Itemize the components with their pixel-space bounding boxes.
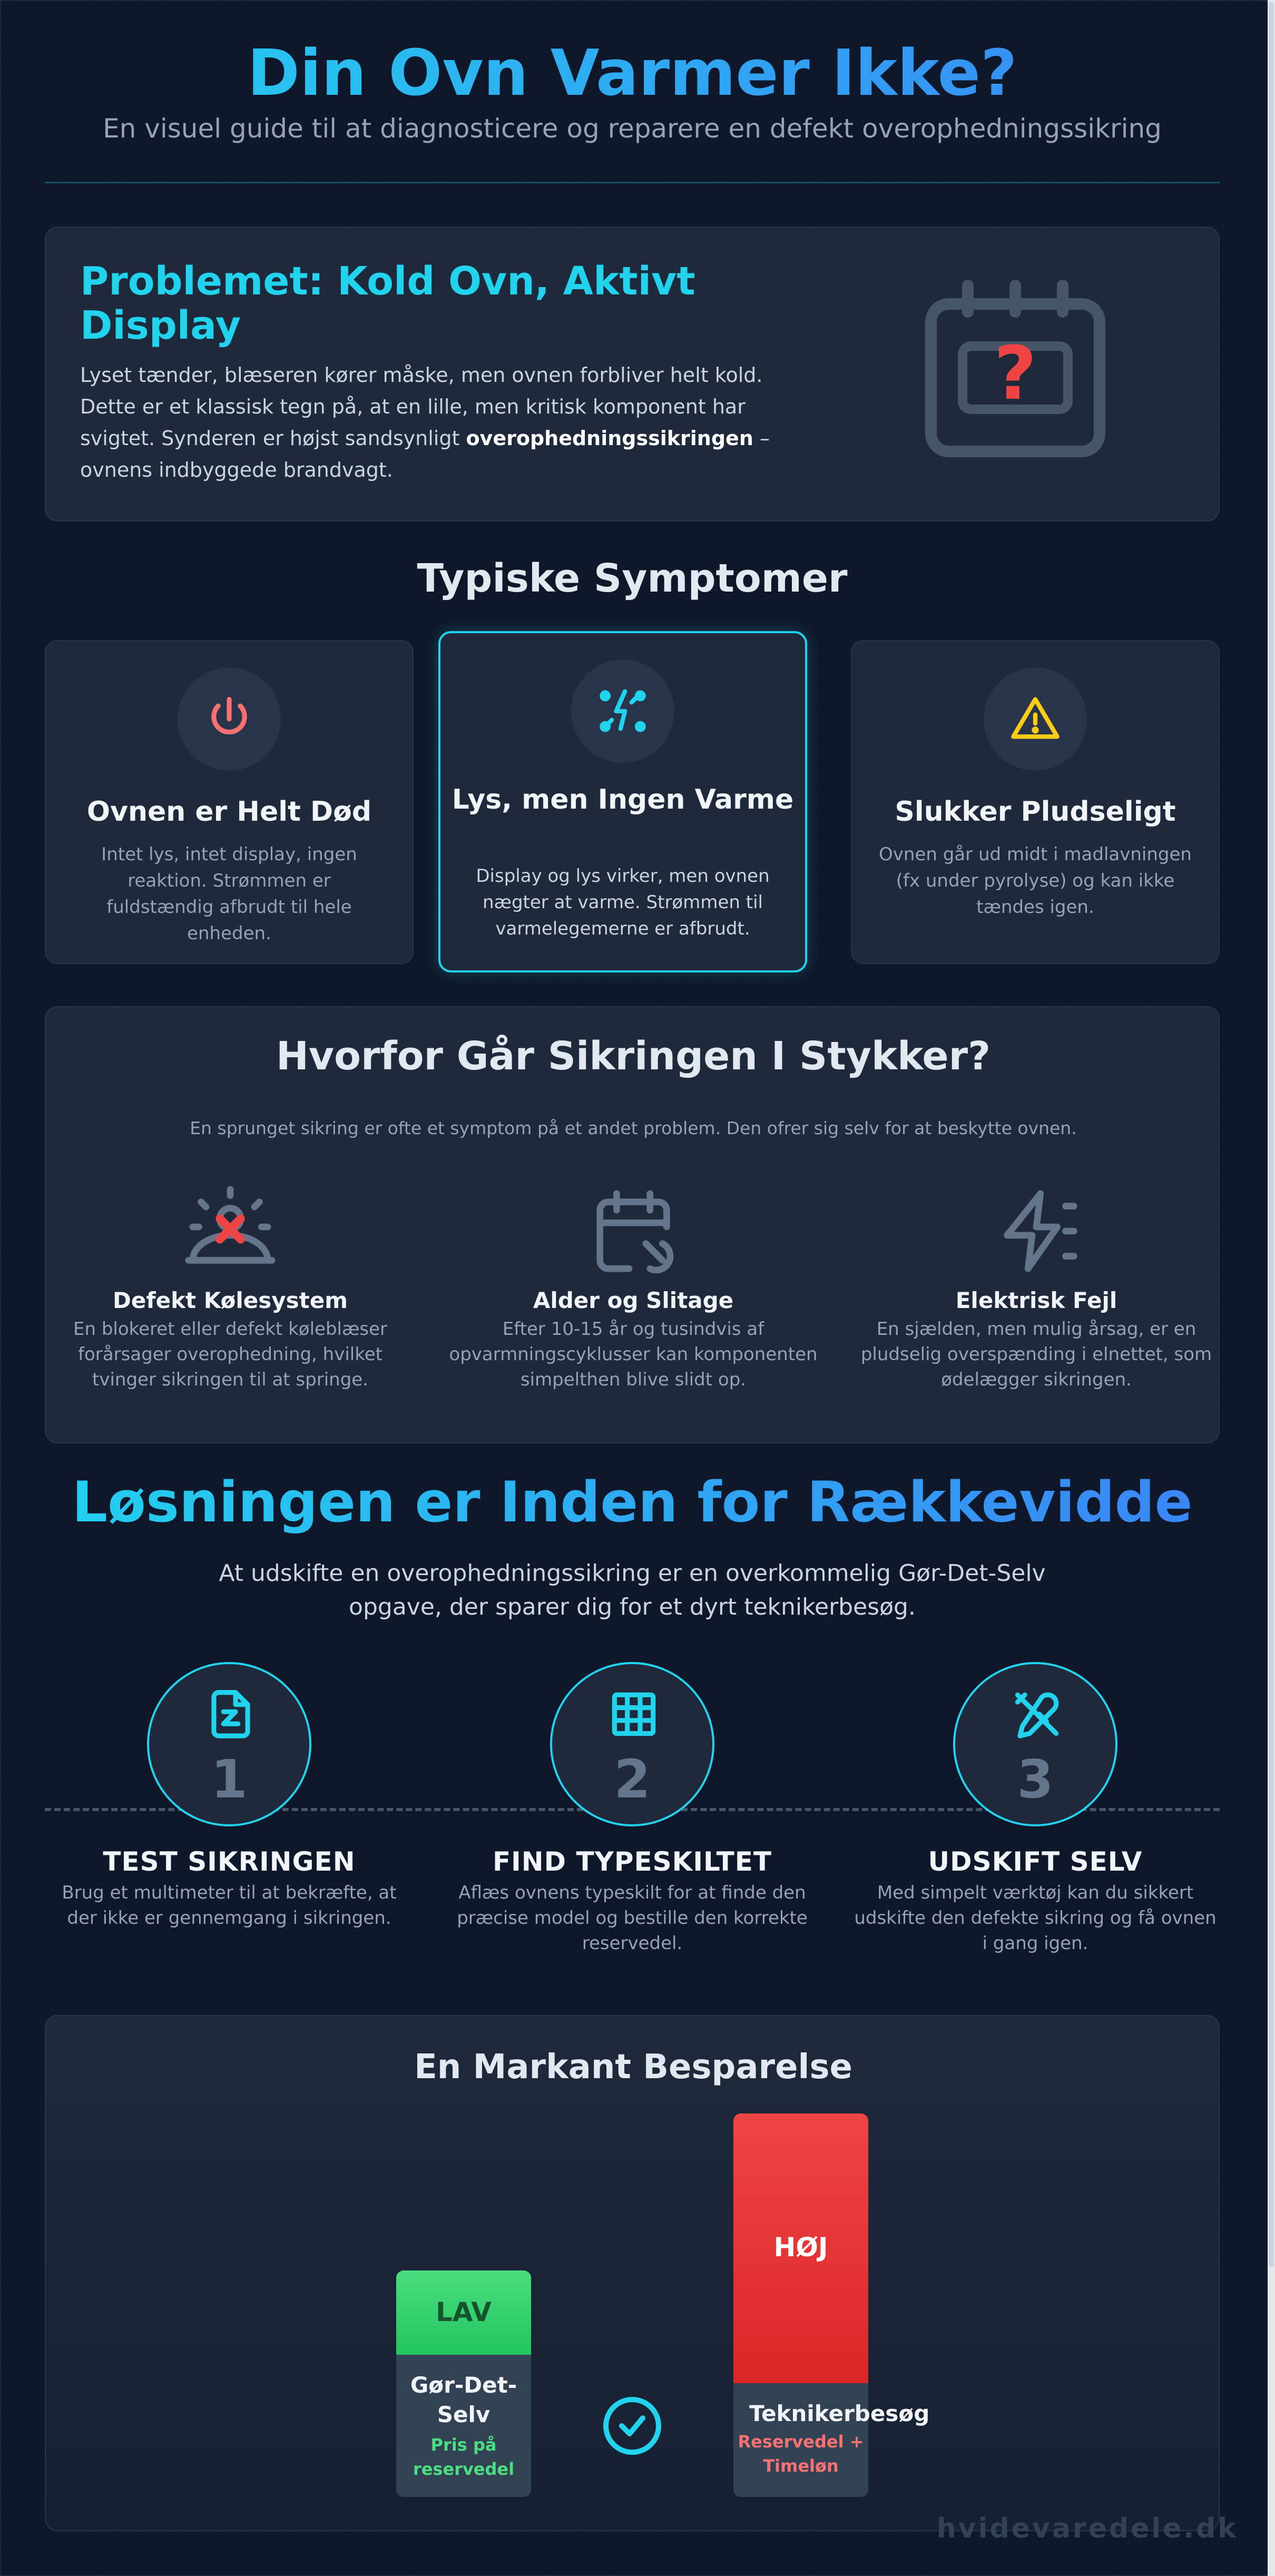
bar-pro-label: Teknikerbesøg	[749, 2401, 930, 2426]
step-ring	[147, 1662, 311, 1826]
symptom-title: Slukker Pludseligt	[895, 796, 1176, 828]
bar-diy-fill	[396, 2270, 531, 2355]
symptom-card-no-heat	[438, 631, 807, 972]
grid-plate-icon	[605, 1685, 663, 1743]
symptom-card-dead	[45, 640, 414, 964]
cause-cooling	[46, 1181, 415, 1392]
cause-title: Alder og Slitage	[533, 1287, 734, 1313]
bar-diy-label: Gør-Det-Selv	[410, 2372, 517, 2427]
problem-text	[80, 359, 781, 486]
calendar-time-icon	[583, 1181, 683, 1281]
step-text: Brug et multimeter til at bekræfte, at der ikke er gennemgang i sikringen.	[62, 1882, 397, 1929]
bar-pro	[733, 2113, 930, 2497]
causes-lead: En sprunget sikring er ofte et symptom på et andet problem. Den ofrer sig selv for at beskytte ovnen.	[190, 1118, 1077, 1138]
cause-text: Efter 10-15 år og tusindvis af opvarmningscyklusser kan komponenten simpelthen blive slidt op.	[449, 1319, 818, 1390]
symptom-title: Ovnen er Helt Død	[86, 796, 372, 828]
power-icon	[178, 667, 281, 771]
problem-card	[45, 227, 1220, 522]
cause-text: En blokeret eller defekt køleblæser forårsager overophedning, hvilket tvinger sikringen til at springe.	[73, 1319, 387, 1390]
solution-lead: At udskifte en overophedningssikring er en overkommelig Gør-Det-Selv opgave, der sparer dig for et dyrt teknikerbesøg.	[219, 1560, 1046, 1620]
symptom-text: Display og lys virker, men ovnen nægter at varme. Strømmen til varmelegemerne er afbrudt.	[476, 866, 770, 939]
step-title: FIND TYPESKILTET	[493, 1846, 772, 1877]
step-title: TEST SIKRINGEN	[103, 1846, 356, 1877]
step-number: 1	[211, 1748, 248, 1810]
calendar-question-icon	[910, 280, 1121, 470]
bar-pro-base	[733, 2383, 930, 2497]
svg-text:?: ?	[994, 331, 1037, 417]
step-ring	[550, 1662, 714, 1826]
problem-title: Problemet: Kold Ovn, Aktivt Display	[80, 259, 695, 348]
causes-title: Hvorfor Går Sikringen I Stykker?	[276, 1034, 990, 1079]
problem-text-bold: overophedningssikringen	[466, 427, 753, 450]
page-title: Din Ovn Varmer Ikke?	[0, 37, 1264, 110]
symptoms-title: Typiske Symptomer	[417, 556, 848, 601]
lightning-icon	[986, 1181, 1086, 1281]
bolt-off-icon	[571, 660, 674, 763]
bar-pro-sub: Reservedel + Timeløn	[738, 2432, 864, 2476]
bar-pro-level: HØJ	[773, 2232, 828, 2263]
problem-text-start: Lyset tænder, blæseren kører måske, men ovnen forbliver helt kold. Dette er et klassisk tegn på, at en lille, men kritisk komponent har svigtet. Synderen er højst sandsynligt	[80, 363, 763, 450]
step-ring	[953, 1662, 1117, 1826]
document-test-icon	[202, 1685, 260, 1743]
step-number: 2	[614, 1748, 651, 1810]
cause-title: Defekt Kølesystem	[113, 1287, 348, 1313]
scrollbar[interactable]	[1268, 0, 1275, 2576]
check-circle-icon	[601, 2394, 664, 2457]
causes-card	[45, 1006, 1220, 1443]
header-divider	[45, 182, 1220, 183]
step-2	[448, 1662, 817, 1956]
scrollbar-thumb[interactable]	[1269, 2, 1274, 2267]
brand-watermark: hvidevaredele.dk	[936, 2513, 1238, 2544]
step-3	[851, 1662, 1220, 1956]
bar-diy-sub: Pris på reservedel	[413, 2435, 515, 2479]
symptom-text: Intet lys, intet display, ingen reaktion. Strømmen er fuldstændig afbrudt til hele enheden.	[101, 844, 357, 944]
warning-icon	[984, 667, 1087, 771]
cause-age	[449, 1181, 818, 1392]
cause-text: En sjælden, men mulig årsag, er en pludselig overspænding i elnettet, som ødelægger sikringen.	[860, 1319, 1212, 1390]
bar-diy-base	[396, 2355, 531, 2497]
solution-title: Løsningen er Inden for Rækkevidde	[0, 1470, 1264, 1535]
step-1	[45, 1662, 414, 1931]
problem-text-end: – ovnens indbyggede brandvagt.	[80, 427, 770, 481]
step-title: UDSKIFT SELV	[928, 1846, 1143, 1877]
symptom-card-shutdown	[851, 640, 1220, 964]
savings-title: En Markant Besparelse	[414, 2048, 852, 2087]
cause-electric	[852, 1181, 1221, 1392]
step-text: Aflæs ovnens typeskilt for at finde den præcise model og bestille den korrekte reservedel.	[457, 1882, 808, 1954]
bar-diy	[396, 2270, 531, 2497]
bar-pro-fill	[733, 2113, 868, 2383]
step-number: 3	[1017, 1748, 1054, 1810]
symptom-title: Lys, men Ingen Varme	[452, 784, 794, 815]
overheat-icon	[180, 1181, 280, 1281]
step-text: Med simpelt værktøj kan du sikkert udskifte den defekte sikring og få ovnen i gang igen.	[854, 1882, 1217, 1954]
page-subtitle: En visuel guide til at diagnosticere og reparere en defekt overophedningssikring	[103, 113, 1162, 144]
cause-title: Elektrisk Fejl	[955, 1287, 1117, 1313]
bar-diy-level: LAV	[436, 2297, 492, 2327]
tools-icon	[1008, 1685, 1066, 1743]
symptom-text: Ovnen går ud midt i madlavningen (fx under pyrolyse) og kan ikke tændes igen.	[879, 844, 1192, 918]
